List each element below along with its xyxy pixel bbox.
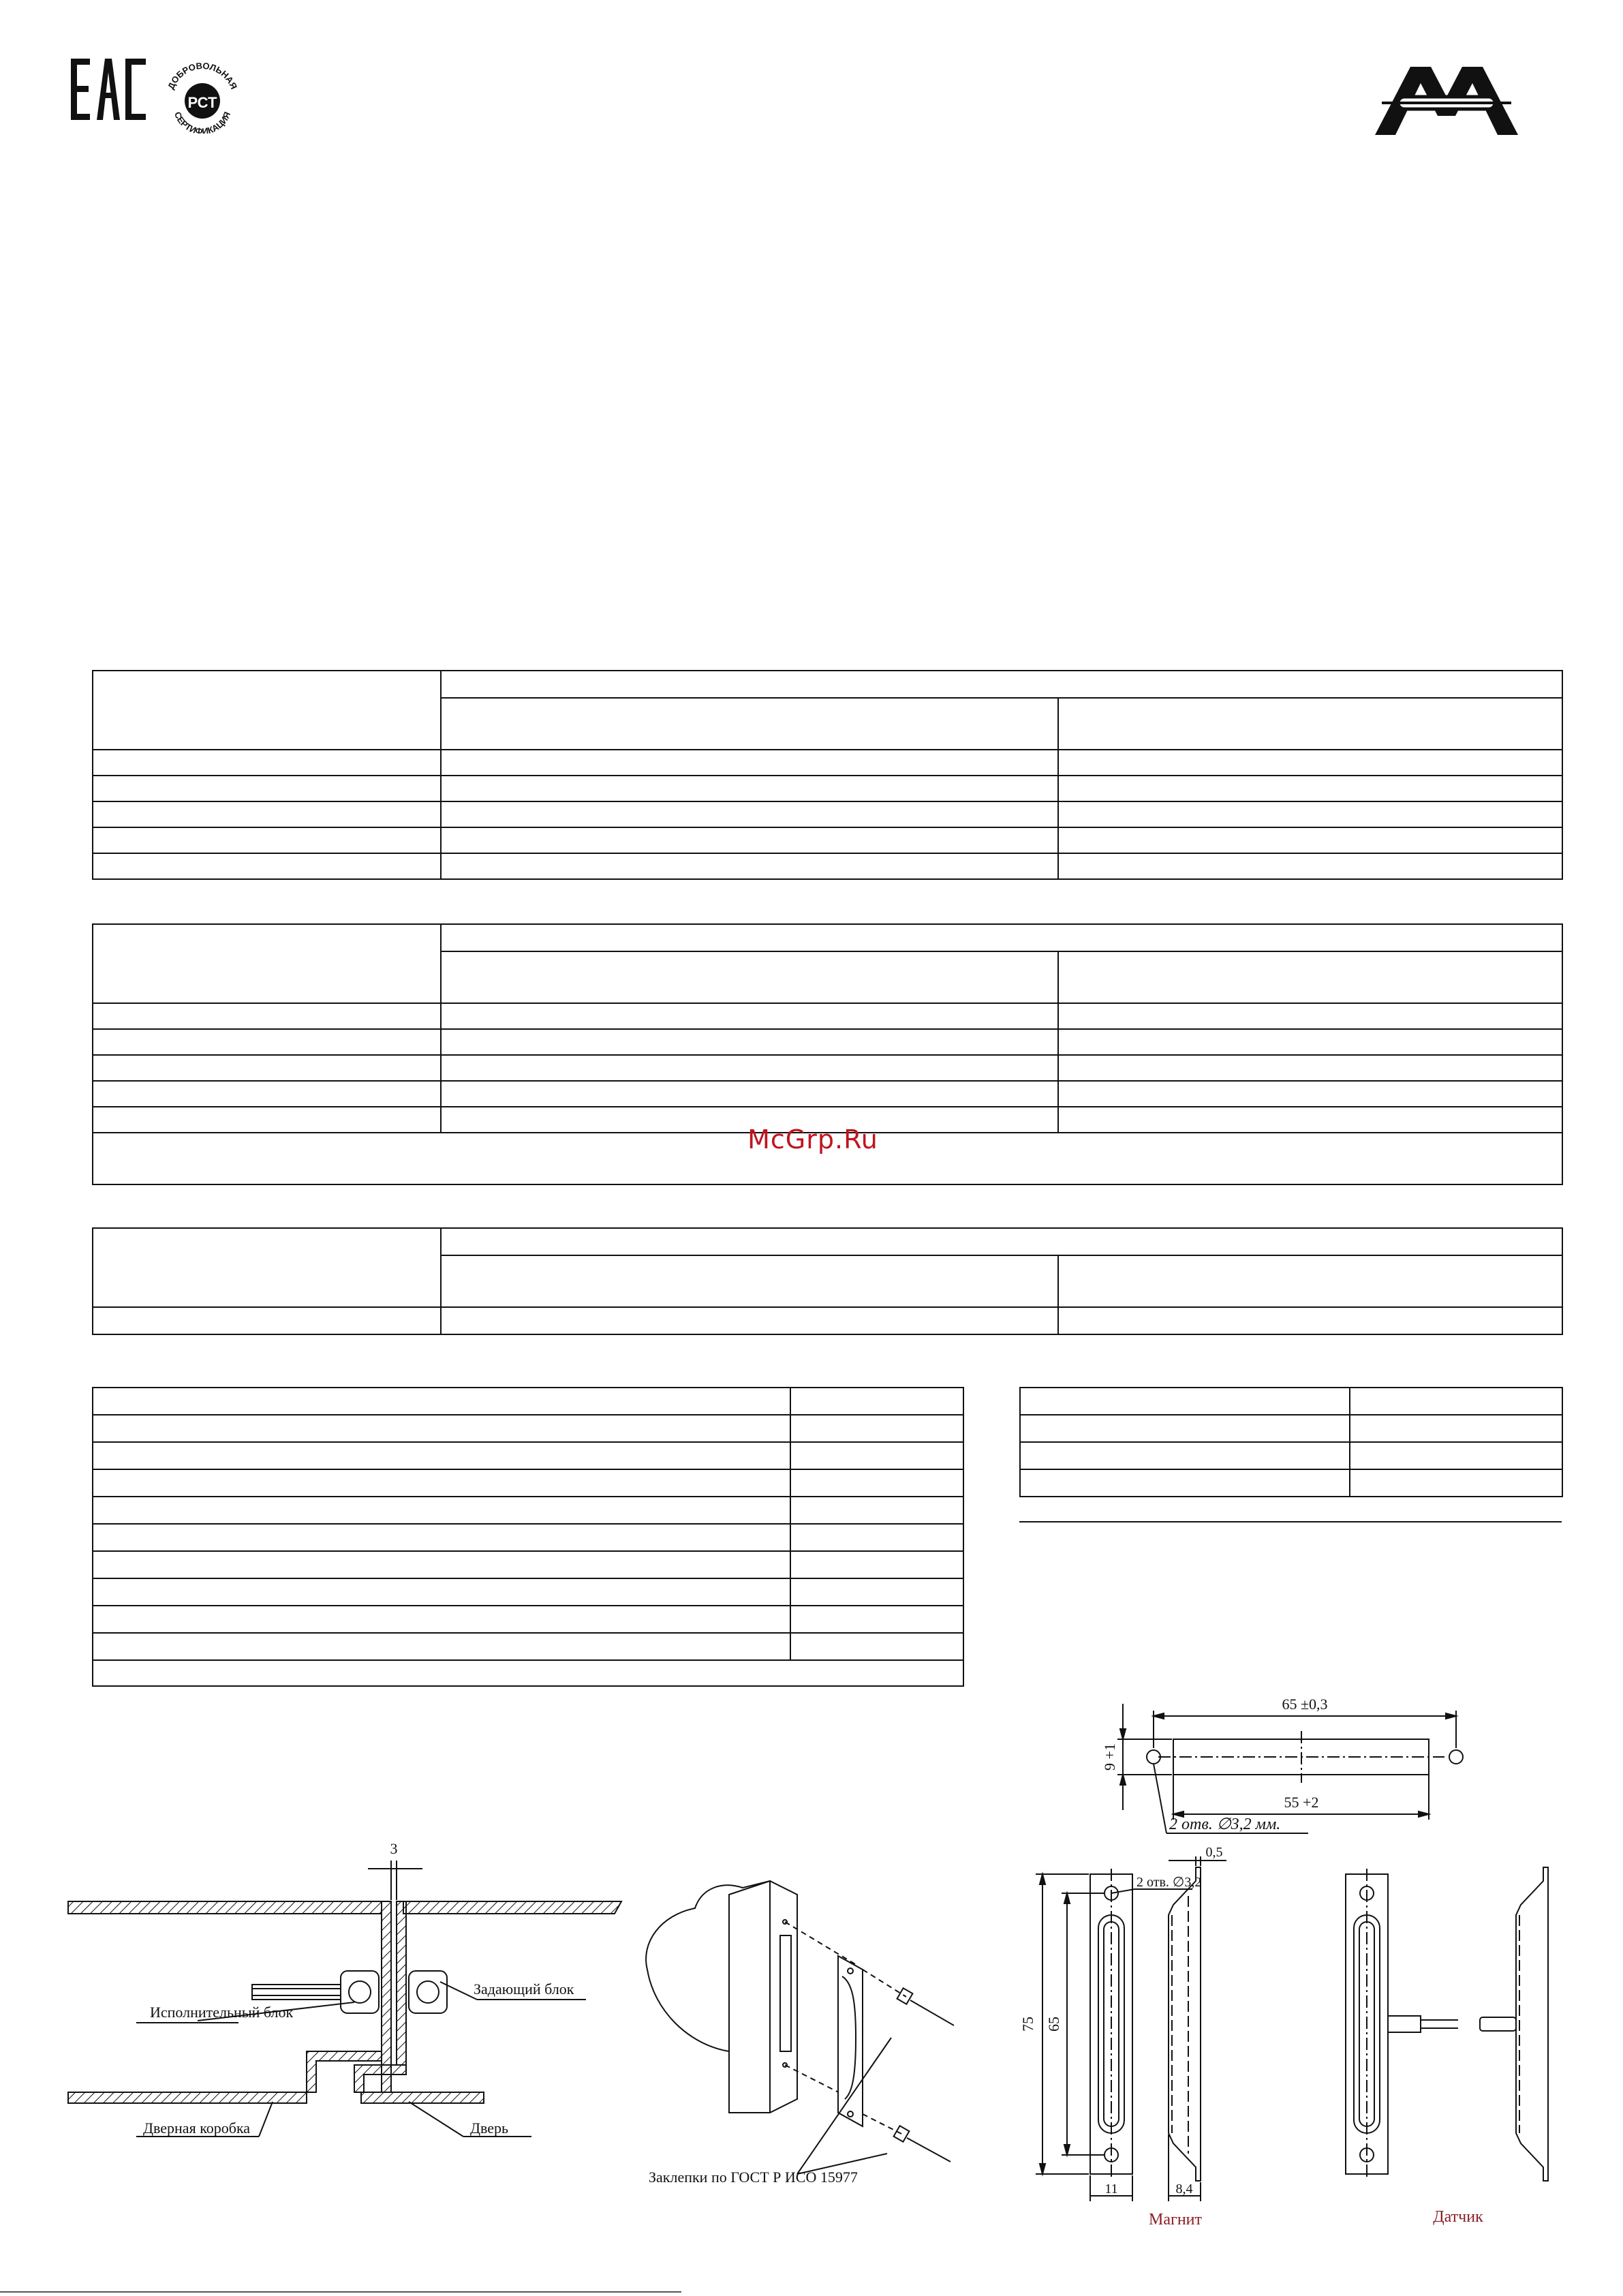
- dim-inner-55: 55 +2: [1284, 1794, 1319, 1811]
- certification-seal: [158, 52, 247, 134]
- bottom-rule: [0, 2291, 681, 2293]
- table-row: [93, 1307, 1562, 1334]
- dim-magnet-65: 65: [1045, 2017, 1062, 2032]
- table-row: [93, 1029, 1562, 1055]
- magnet-sensor-drawing: [1019, 1845, 1581, 2235]
- executive-unit-label: Исполнительный блок: [150, 2004, 294, 2021]
- table-5: [1019, 1387, 1563, 1497]
- svg-text:СЕРТИФИКАЦИЯ: СЕРТИФИКАЦИЯ: [172, 110, 233, 134]
- table-row: [93, 1469, 963, 1497]
- installation-diagram: [61, 1826, 640, 2181]
- table-1-header-cell: [441, 671, 1562, 698]
- top-dimension-drawing: [1090, 1690, 1499, 1854]
- sensor-caption: Датчик: [1433, 2208, 1483, 2226]
- manufacturer-logo: [1375, 63, 1518, 138]
- table-row: [93, 1578, 963, 1606]
- dim-magnet-depth: 8,4: [1175, 2182, 1193, 2196]
- door-label: Дверь: [470, 2119, 509, 2137]
- table-3-header-cell: [1058, 1255, 1562, 1307]
- rivet-mounting-illustration: [634, 1867, 988, 2194]
- table-2-header-cell: [441, 924, 1562, 951]
- certification-seal-icon: [158, 52, 247, 134]
- dim-height-9: 9 +1: [1101, 1743, 1118, 1771]
- table-3-header-cell: [93, 1228, 441, 1307]
- table-row: [1020, 1388, 1562, 1415]
- table-row: [93, 750, 1562, 776]
- dim-magnet-holes: 2 отв. ∅3,2: [1137, 1875, 1202, 1890]
- dim-magnet-75: 75: [1019, 2017, 1036, 2032]
- svg-text:ДОБРОВОЛЬНАЯ: ДОБРОВОЛЬНАЯ: [166, 60, 239, 91]
- table-4: [92, 1387, 964, 1687]
- table-row: [93, 1606, 963, 1633]
- table-1: [92, 670, 1563, 880]
- svg-text:РСТ: РСТ: [187, 94, 217, 111]
- door-frame-label: Дверная коробка: [143, 2119, 251, 2137]
- table-row: [93, 776, 1562, 801]
- table-1-header-cell: [441, 698, 1058, 750]
- signature-line: [1019, 1521, 1562, 1522]
- table-row: [93, 1551, 963, 1578]
- table-row: [93, 1442, 963, 1469]
- master-unit-label: Задающий блок: [474, 1980, 574, 1997]
- table-row: [93, 1388, 963, 1415]
- gap-dimension: 3: [390, 1840, 398, 1857]
- table-2-header-cell: [441, 951, 1058, 1003]
- eac-logo-icon: [71, 59, 146, 120]
- table-3: [92, 1227, 1563, 1335]
- table-row: [93, 827, 1562, 853]
- table-row: [93, 853, 1562, 879]
- rivets-label: Заклепки по ГОСТ Р ИСО 15977: [649, 2169, 858, 2186]
- magnet-caption: Магнит: [1148, 2211, 1203, 2229]
- dim-overall-65: 65 ±0,3: [1282, 1696, 1328, 1713]
- table-row: [93, 1003, 1562, 1029]
- table-row: [93, 1497, 963, 1524]
- eac-logo: [71, 59, 146, 120]
- watermark: McGrp.Ru: [747, 1124, 878, 1154]
- table-2-header-cell: [1058, 951, 1562, 1003]
- table-3-header-cell: [441, 1255, 1058, 1307]
- table-1-header-cell: [93, 671, 441, 750]
- dim-magnet-width: 11: [1104, 2182, 1118, 2196]
- table-row: [93, 1524, 963, 1551]
- dim-magnet-thickness: 0,5: [1205, 1845, 1223, 1860]
- table-row: [93, 1055, 1562, 1081]
- manufacturer-logo-icon: [1375, 63, 1518, 138]
- table-1-header-cell: [1058, 698, 1562, 750]
- table-row: [93, 1660, 963, 1686]
- table-row: [1020, 1469, 1562, 1497]
- table-row: [1020, 1442, 1562, 1469]
- table-row: [93, 801, 1562, 827]
- table-row: [93, 1633, 963, 1660]
- table-row: [93, 1415, 963, 1442]
- table-2-header-cell: [93, 924, 441, 1003]
- dim-holes-label: 2 отв. ∅3,2 мм.: [1169, 1816, 1281, 1833]
- table-3-header-cell: [441, 1228, 1562, 1255]
- table-row: [93, 1081, 1562, 1107]
- table-row: [1020, 1415, 1562, 1442]
